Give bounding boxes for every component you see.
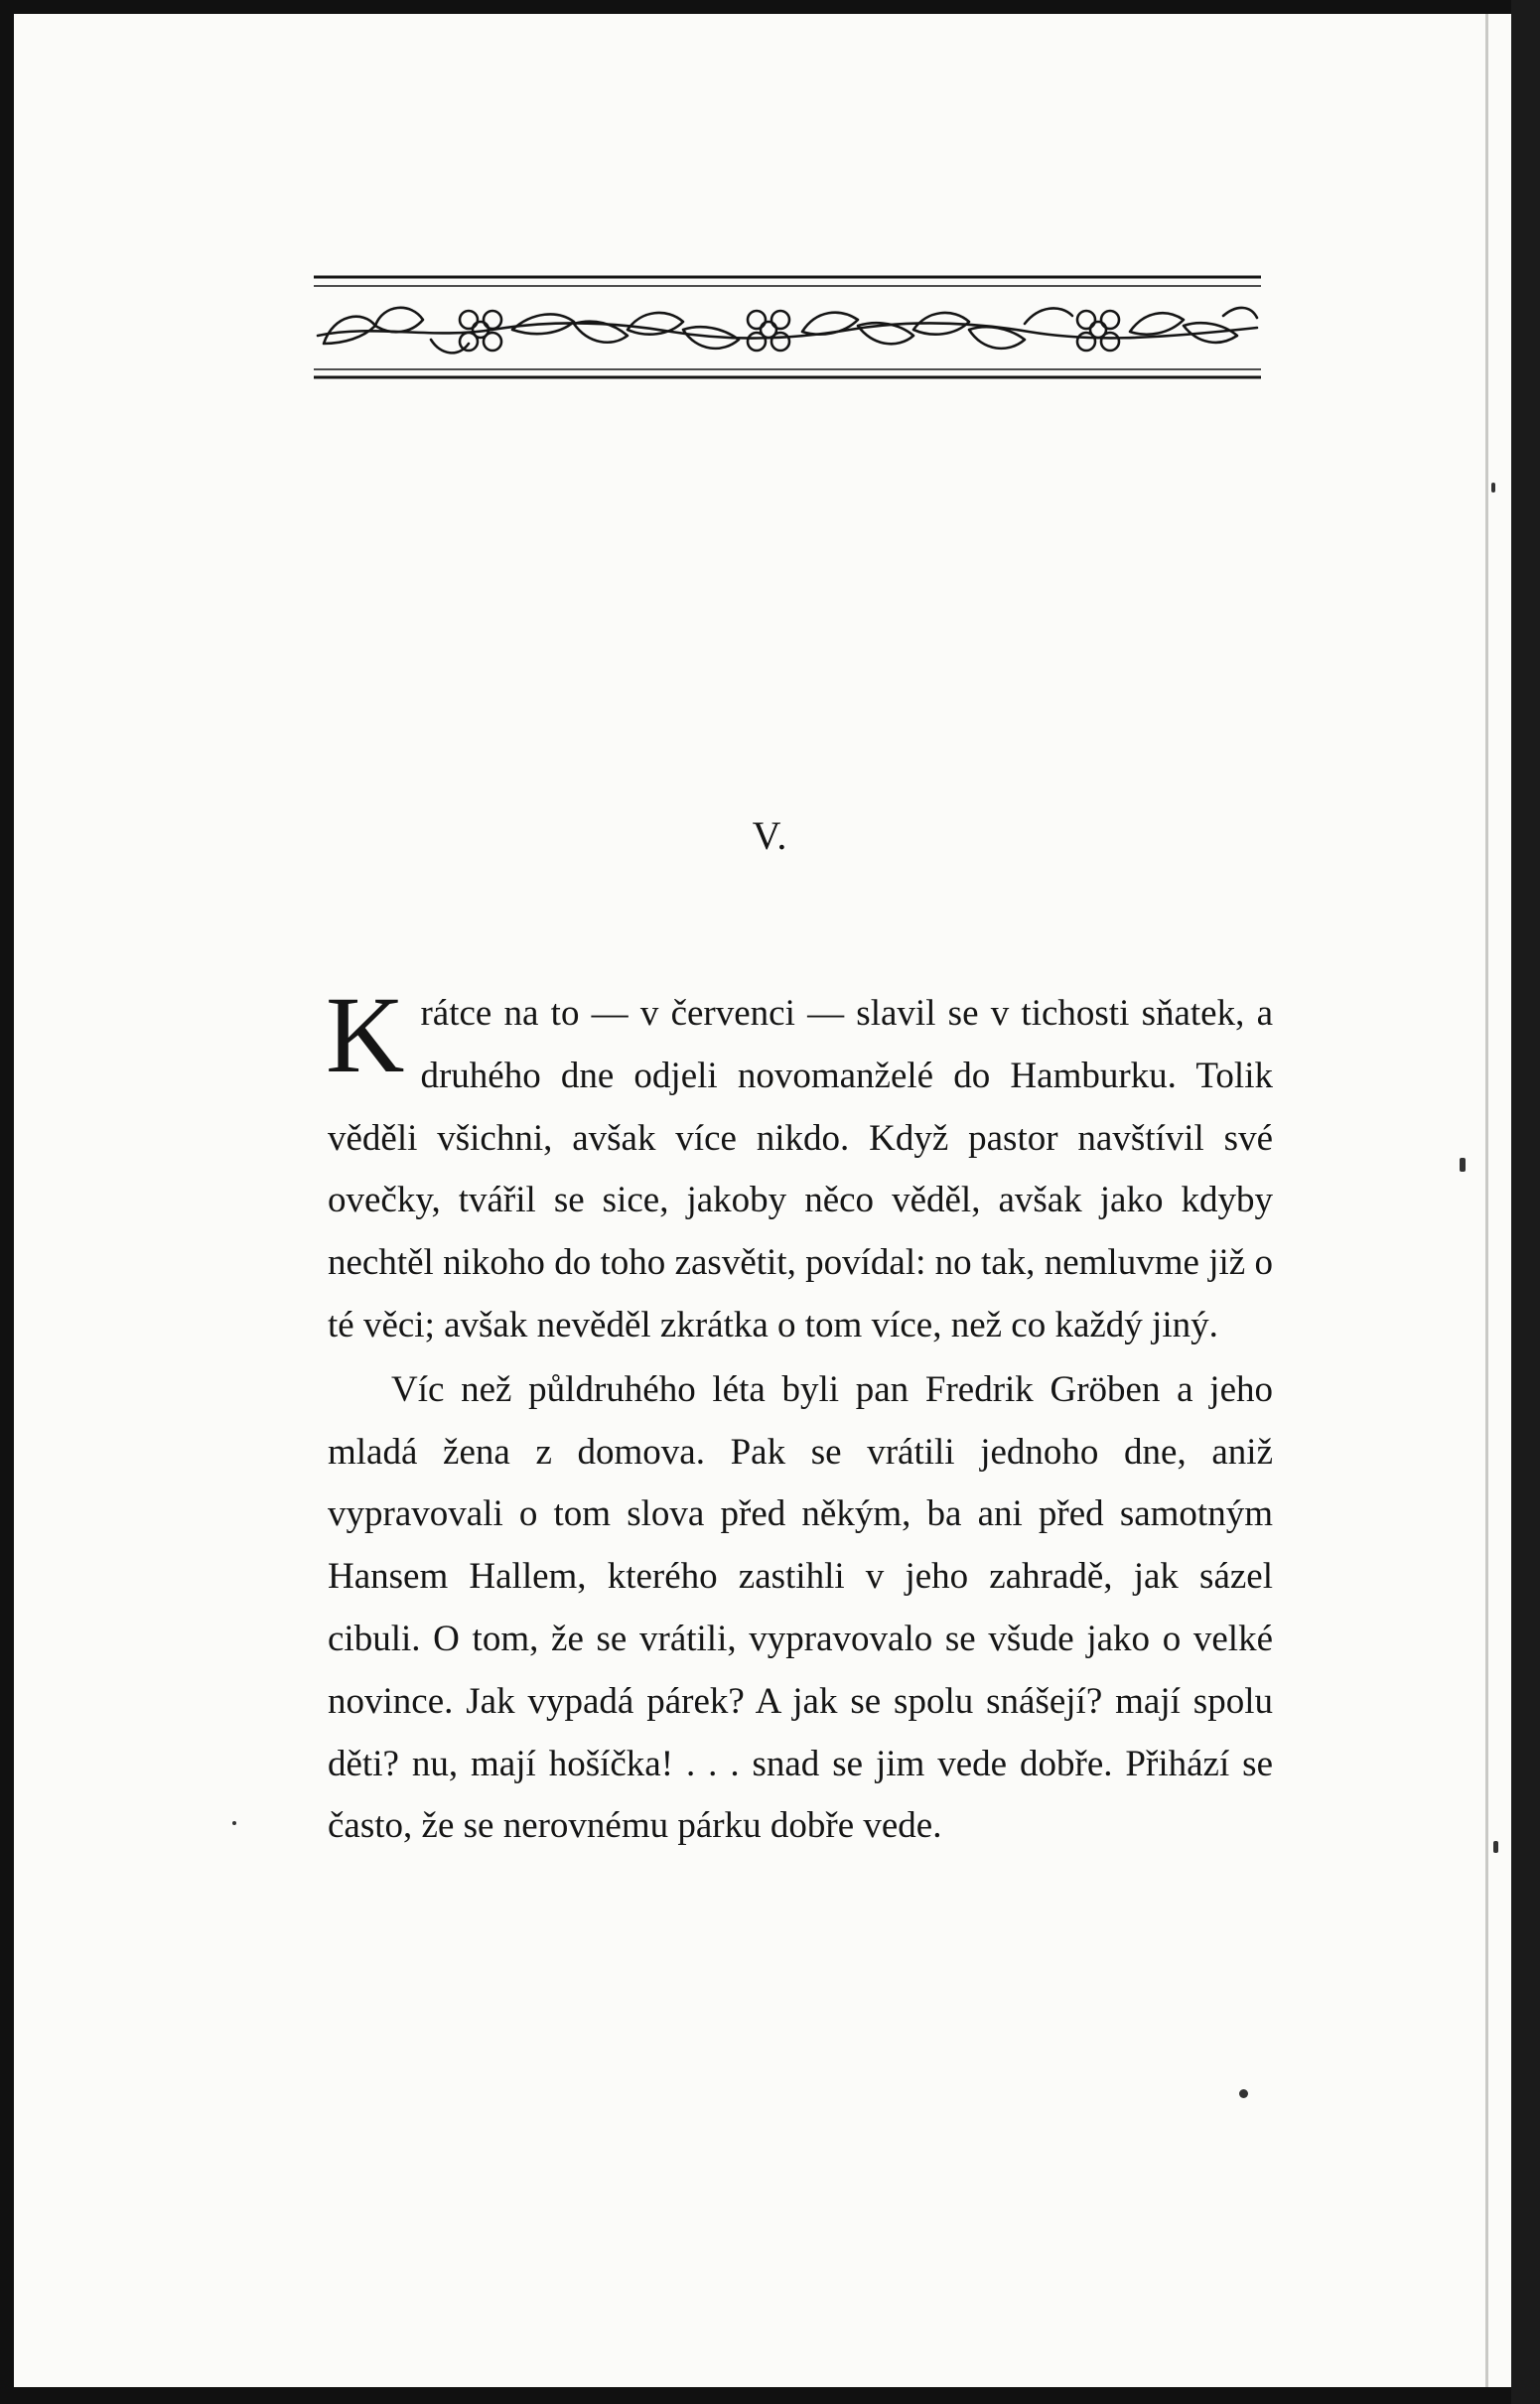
ink-speck — [1239, 2089, 1248, 2098]
decorative-header-ornament — [314, 274, 1261, 385]
ink-speck — [1491, 483, 1495, 493]
paragraph-1 — [326, 974, 1273, 1357]
ink-speck — [232, 1821, 236, 1825]
chapter-body — [326, 974, 1273, 1858]
paragraph-2: Víc než půldruhého léta byli pan Fredrik Gröben a jeho mladá žena z domova. Pak se vrátili jednoho dne, aniž vypravovali o tom slova před někým, ba ani před samotným Hansem Hallem, kterého zastihli v jeho zahradě, jak sázel cibuli. O tom, že se vrátili, vypravovalo se všude jako o velké novince. Jak vypadá párek? A jak se spolu snášejí? mají spolu děti? nu, mají hošíčka! . . . snad se jim vede dobře. Přihází se často, že se nerovnému párku dobře vede. — [328, 1368, 1273, 1847]
ink-speck — [1493, 1841, 1498, 1853]
page-edge-line — [1485, 14, 1488, 2387]
scan-edge-shadow — [1511, 0, 1540, 2404]
paragraph-1-text: rátce na to — v červenci — slavil se v tichosti sňatek, a druhého dne odjeli novomanželé do Hamburku. Tolik věděli všichni, avšak více nikdo. Když pastor navštívil své ovečky, tvářil se sice, jakoby něco věděl, avšak jako kdyby nechtěl nikoho do toho zasvětit, povídal: no tak, nemluvme již o té věci; avšak nevěděl zkrátka o tom více, než co každý jiný. — [328, 993, 1273, 1345]
chapter-number: V. — [752, 813, 788, 858]
drop-cap: K — [326, 974, 405, 1095]
ink-speck — [1460, 1158, 1466, 1172]
